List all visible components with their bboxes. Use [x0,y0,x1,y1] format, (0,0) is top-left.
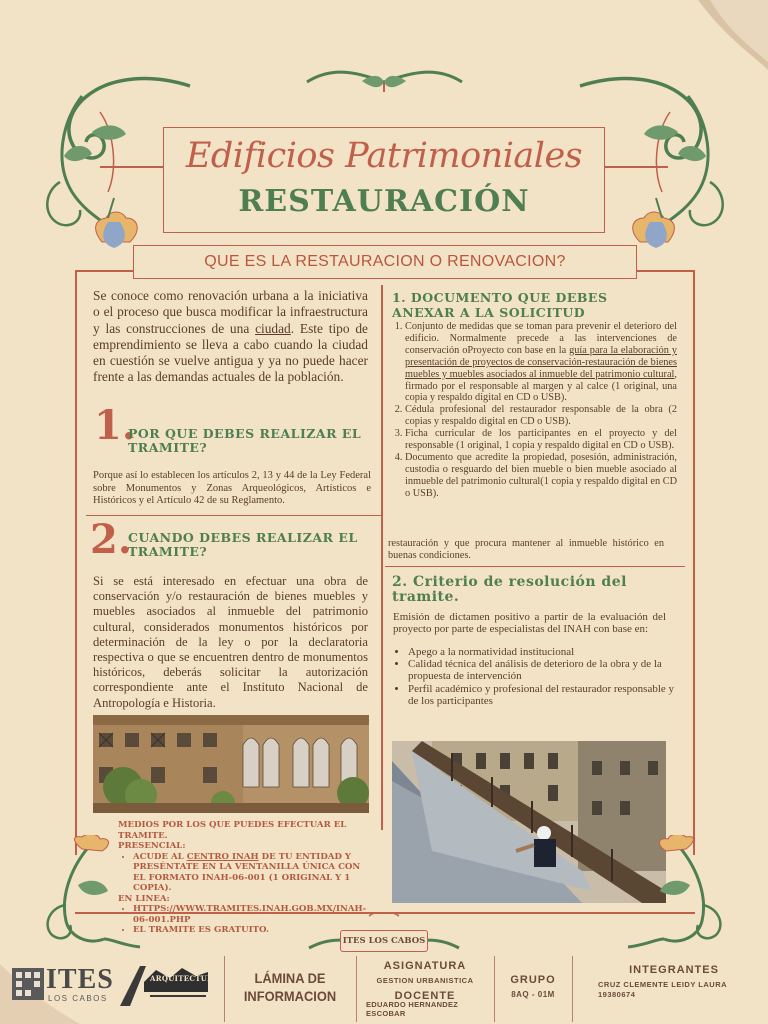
section-1-body: Porque así lo establecen los artículos 2, 13 y 44 de la Ley Federal sobre Monumentos y Zonas Arqueológicos, Artísticos e Históricos y el Artículo 42 de su Reglamento. [93,470,371,506]
rooftop-restoration-photo [392,741,666,903]
document-item: 1. Conjunto de medidas que se toman para prevenir el deterioro del edificio. Normalmente precede a las intervenciones de conservación oProyecto con base en la guía para la elaboración y presentación de proyectos de conservación-restauración de bienes muebles y muebles asociados al inmueble del patrimonio cultural, firmado por el responsable al margen y al calce (1 original, una copia y respaldo digital en CD o USB). [405,321,677,404]
document-item: 2. Cédula profesional del restaurador responsable de la obra (2 copias y respaldo digital en CD o USB). [405,404,677,428]
asignatura-label: ASIGNATURA [383,960,467,972]
bottom-right-floral-ornament [626,835,726,950]
top-flourish-ornament [302,68,467,94]
docente-label: DOCENTE [394,990,456,1002]
intro-text-end: . Este tipo de emprendimiento se lleva a cabo cuando la ciudad en cuestión se vuelve antigua y ya no puede hacer frente a las demandas actuales de la población. [93,320,368,385]
document-item: 3. Ficha curricular de los participantes en el proyecto y del responsable (1 original, 1 copia y respaldo digital en CD o USB). [405,428,677,452]
footer-divider [356,956,357,1022]
presencial-label: PRESENCIAL: [118,841,186,851]
section-divider-right [385,566,685,567]
ites-logo-text: ITES [46,964,114,995]
grupo-label: GRUPO [510,974,556,986]
bottom-left-floral-ornament [42,835,142,950]
documents-trailing-text: restauración y que procura mantener al inmueble histórico en buenas condiciones. [388,538,664,561]
outer-frame-right [693,270,695,855]
intro-paragraph [93,288,368,386]
ites-logo-subtitle: LOS CABOS [48,994,108,1003]
documents-heading: 1. DOCUMENTO QUE DEBES ANEXAR A LA SOLICITUD [392,290,608,320]
title-connector-left [100,166,163,168]
grupo-value: 8AQ - 01M [511,990,555,999]
section-2-heading: CUANDO DEBES REALIZAR EL TRAMITE? [128,530,358,559]
section-2-body: Si se está interesado en efectuar una obra de conservación y/o restauración de bienes muebles y muebles asociados al inmueble del patrimonio cultural, considerados monumentos históricos por determinación de la ley o por la declaratoria respectiva o que se encuentren dentro de monumentos históricos, deberás solicitar la autorización correspondiente ante el Instituto Nacional de Antropología e Historia. [93,574,368,710]
footer-divider [572,956,573,1022]
medios-heading: MEDIOS POR LOS QUE PUEDES EFECTUAR EL TRAMITE. [118,820,347,841]
guia-link[interactable]: guía para la elaboración y presentación de proyectos de conservación-restauración de bienes muebles y muebles asociados al inmueble del patrimonio cultural [405,344,677,380]
section-1-number: 1. [94,402,136,449]
frame-top-left [75,270,133,272]
section-1-heading: POR QUE DEBES REALIZAR EL TRAMITE? [128,426,362,455]
title-frame [163,127,605,233]
integrante-name: CRUZ CLEMENTE LEIDY LAURA [598,980,728,989]
section-question-banner: QUE ES LA RESTAURACION O RENOVACION? [133,245,637,279]
frame-top-right [637,270,694,272]
historic-building-photo [93,715,369,813]
tramite-url-link[interactable]: • HTTPS://WWW.TRAMITES.INAH.GOB.MX/INAH-06-001.PHP [133,904,368,925]
footer-divider [494,956,495,1022]
arquitectura-logo-text: ARQUITECTURA [150,974,220,983]
arquitectura-logo-icon [120,962,210,1006]
page-curl-decoration [658,0,768,70]
integrante-matricula: 19380674 [598,990,636,999]
lamina-title-line1: LÁMINA DE [254,970,326,986]
ciudad-link[interactable]: ciudad [255,320,291,336]
outer-frame-left [75,270,77,855]
criteria-heading: 2. Criterio de resolución del tramite. [392,574,627,605]
integrantes-label: INTEGRANTES [629,964,719,976]
tramite-gratuito-note: • EL TRAMITE ES GRATUITO. [133,925,368,936]
criteria-item: • Calidad técnica del análisis de deterioro de la obra y de la propuesta de intervención [408,658,680,682]
centro-inah-link[interactable]: CENTRO INAH [186,851,259,862]
criteria-item: • Apego a la normatividad institucional [408,646,680,658]
asignatura-value: GESTION URBANISTICA [376,976,474,985]
criteria-item: • Perfil académico y profesional del restaurador responsable y de los participantes [408,683,680,707]
document-item: 4. Documento que acredite la propiedad, posesión, administración, custodia o resguardo del bien mueble o bien mueble asociado al inmueble del patrimonio cultural(1 copia y respaldo digital en CD o USB). [405,452,677,500]
footer-divider [224,956,225,1022]
ites-logo-icon [12,968,44,1000]
column-divider [381,285,383,830]
criteria-list [393,646,680,707]
page-subtitle: RESTAURACIÓN [238,184,530,219]
section-2-number: 2. [90,516,132,563]
presencial-item: • ACUDE AL CENTRO INAH DE TU ENTIDAD Y PRESÉNTATE EN LA VENTANILLA ÚNICA CON EL FORMATO INAH-06-001 (1 ORIGINAL Y 1 COPIA). [133,852,368,894]
page-title: Edificios Patrimoniales [185,136,583,176]
docente-value: EDUARDO HERNANDEZ ESCOBAR [366,1000,459,1018]
footer [0,944,768,1024]
presencial-list [118,852,368,894]
lamina-title-line2: INFORMACION [243,988,337,1004]
documents-list [392,321,677,500]
criteria-intro: Emisión de dictamen positivo a partir de la evaluación del proyecto por parte de especialistas del INAH con base en: [393,611,666,636]
title-connector-right [605,166,668,168]
intro-text-start: Se conoce como renovación urbana a la iniciativa o el proceso que busca modificar la infraestructura y las construcciones de una [93,288,368,336]
enlinea-label: EN LINEA: [118,893,170,904]
badge-text: ITES LOS CABOS [342,936,426,946]
